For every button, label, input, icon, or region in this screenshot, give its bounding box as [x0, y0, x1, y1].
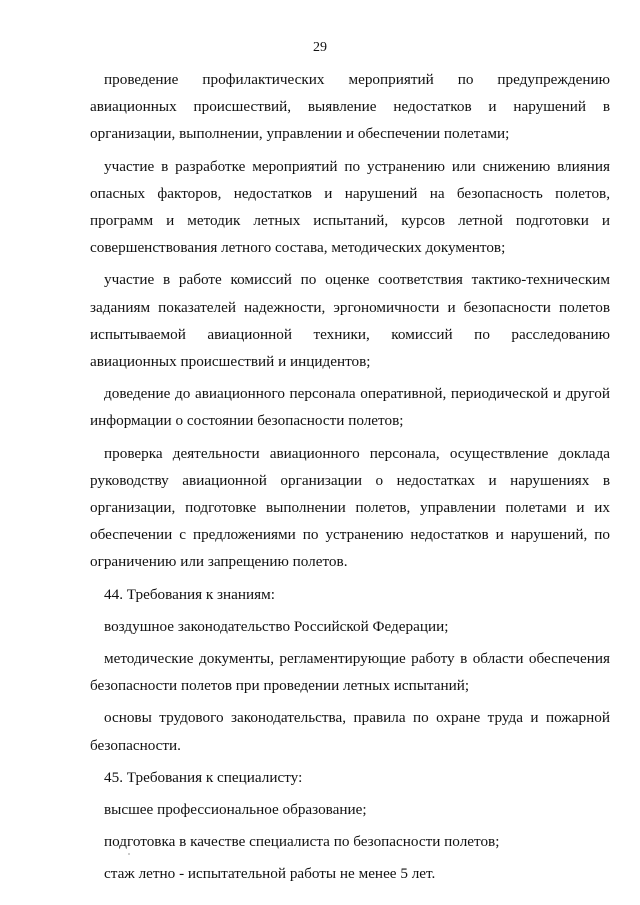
paragraph: методические документы, регламентирующие работу в области обеспечения безопасности полетов при проведении летных испытаний; — [90, 650, 610, 695]
paragraph: основы трудового законодательства, правила по охране труда и пожарной безопасности. — [90, 709, 610, 754]
scan-speck — [128, 853, 130, 855]
page-number: 29 — [313, 40, 327, 55]
paragraph: воздушное законодательство Российской Федерации; — [104, 617, 449, 635]
paragraph: участие в разработке мероприятий по устранению или снижению влияния опасных факторов, недостатков и нарушений на безопасность полетов, программ и методик летных испытаний, курсов летной подготовки и совершенствования летного состава, методических документов; — [90, 157, 610, 257]
section-heading: 44. Требования к знаниям: — [104, 585, 275, 603]
paragraph: доведение до авиационного персонала оперативной, периодической и другой информации о состоянии безопасности полетов; — [90, 385, 610, 430]
document-body — [90, 66, 610, 888]
paragraph: участие в работе комиссий по оценке соответствия тактико-техническим заданиям показателей надежности, эргономичности и безопасности полетов испытываемой авиационной техники, комиссий по расследованию авиационных происшествий и инцидентов; — [90, 271, 610, 371]
paragraph: стаж летно - испытательной работы не менее 5 лет. — [104, 865, 436, 883]
paragraph: высшее профессиональное образование; — [104, 801, 367, 819]
paragraph: подготовка в качестве специалиста по безопасности полетов; — [104, 833, 500, 851]
paragraph: проведение профилактических мероприятий по предупреждению авиационных происшествий, выявление недостатков и нарушений в организации, выполнении, управлении и обеспечении полетами; — [90, 71, 610, 143]
paragraph: проверка деятельности авиационного персонала, осуществление доклада руководству авиационной организации о недостатках и нарушениях в организации, подготовке выполнении полетов, управлении полетами и их обеспечении с предложениями по устранению недостатков и нарушений, по ограничению или запрещению полетов. — [90, 444, 610, 571]
section-heading: 45. Требования к специалисту: — [104, 768, 303, 786]
